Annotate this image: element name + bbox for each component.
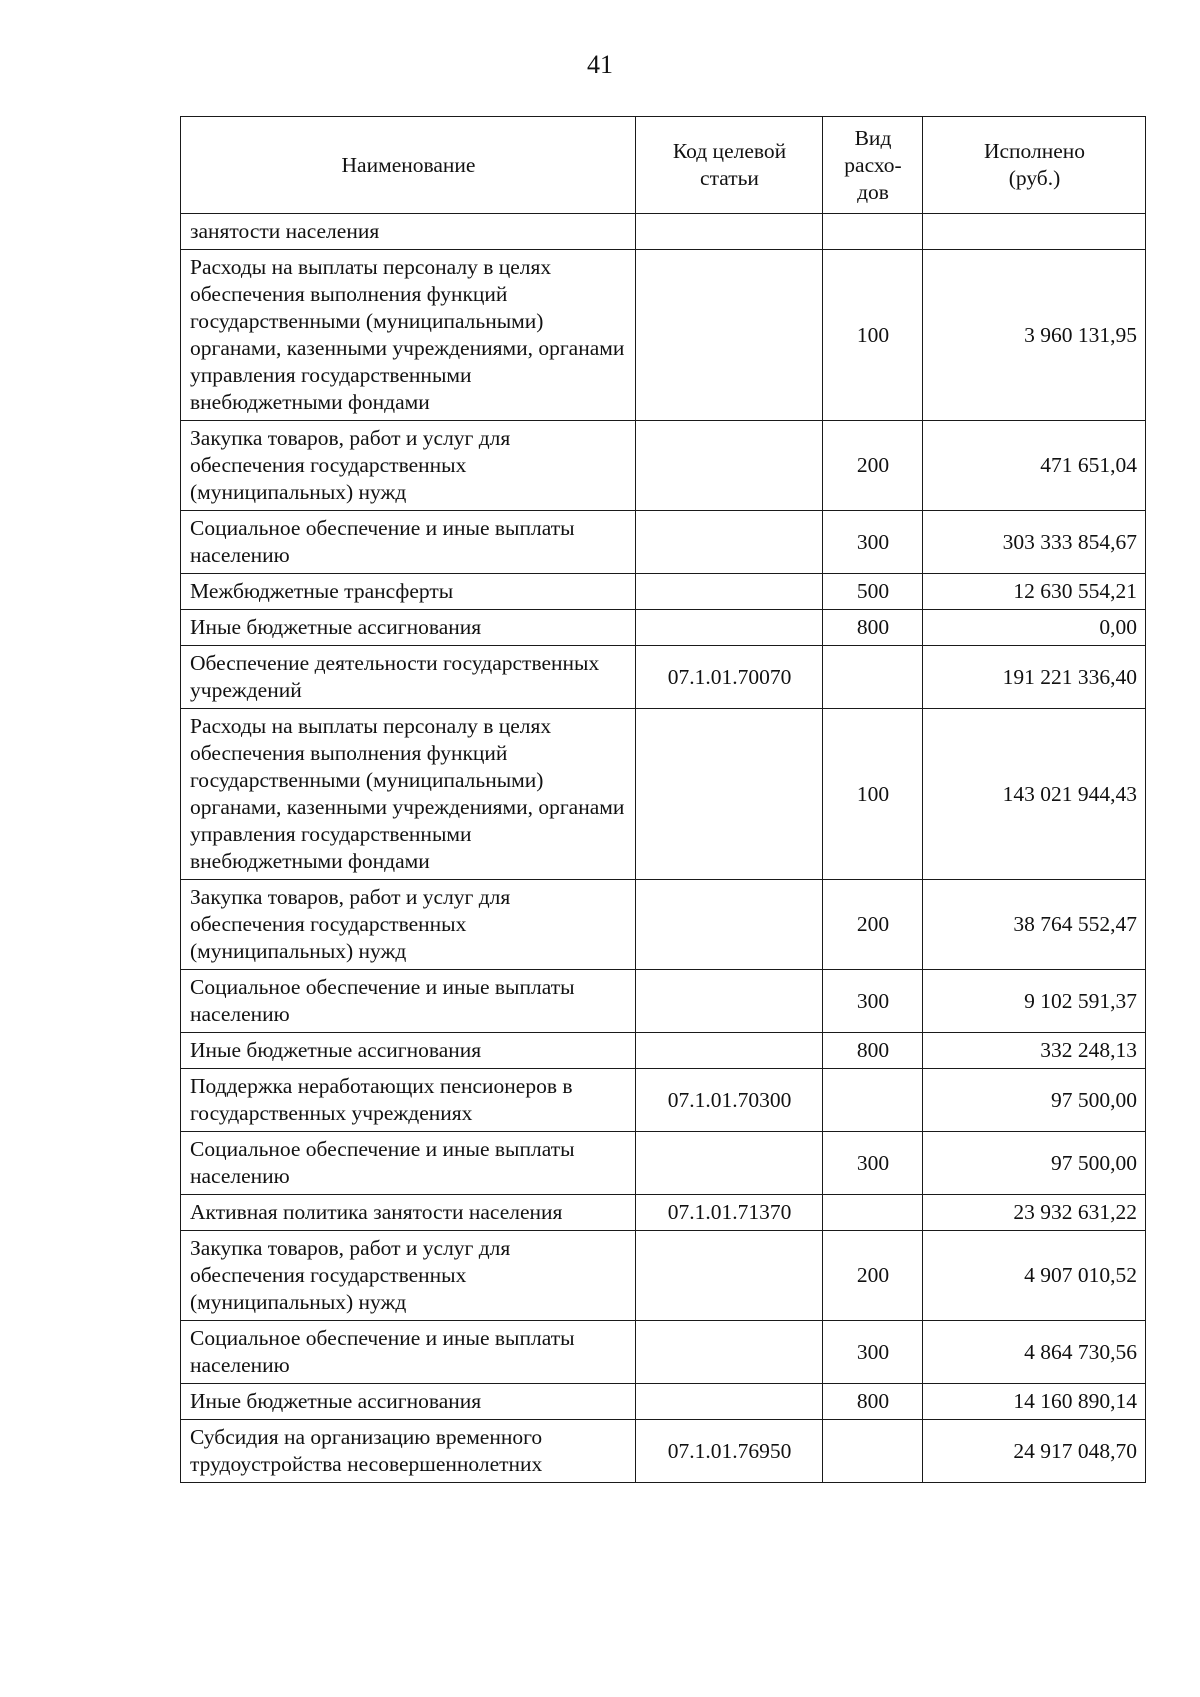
- table-row: [181, 970, 1146, 1033]
- cell-amount: 9 102 591,37: [923, 970, 1146, 1033]
- table-row: [181, 574, 1146, 610]
- table-row: [181, 1033, 1146, 1069]
- cell-type: 200: [823, 421, 923, 511]
- cell-amount: 191 221 336,40: [923, 646, 1146, 709]
- header-amount: [923, 117, 1146, 214]
- budget-table: [180, 116, 1146, 1483]
- cell-type: 800: [823, 610, 923, 646]
- header-name-label: Наименование: [341, 152, 476, 177]
- cell-type: 300: [823, 1321, 923, 1384]
- cell-name: Социальное обеспечение и иные выплаты населению: [181, 1132, 636, 1195]
- header-amount-line2: (руб.): [1008, 166, 1061, 190]
- cell-code: [636, 1132, 823, 1195]
- cell-name: Закупка товаров, работ и услуг для обеспечения государственных (муниципальных) нужд: [181, 421, 636, 511]
- cell-code: 07.1.01.70070: [636, 646, 823, 709]
- header-type-line2: расхо-: [844, 152, 902, 177]
- cell-name: Закупка товаров, работ и услуг для обеспечения государственных (муниципальных) нужд: [181, 880, 636, 970]
- cell-name: Иные бюджетные ассигнования: [181, 610, 636, 646]
- cell-amount: 3 960 131,95: [923, 250, 1146, 421]
- cell-code: [636, 709, 823, 880]
- table-row: [181, 421, 1146, 511]
- table-row: [181, 610, 1146, 646]
- cell-name: Социальное обеспечение и иные выплаты населению: [181, 511, 636, 574]
- page-number: 41: [587, 50, 613, 79]
- table-row: [181, 250, 1146, 421]
- cell-type: 800: [823, 1033, 923, 1069]
- cell-name: Межбюджетные трансферты: [181, 574, 636, 610]
- table-row: [181, 880, 1146, 970]
- cell-name: Социальное обеспечение и иные выплаты населению: [181, 970, 636, 1033]
- cell-type: 500: [823, 574, 923, 610]
- cell-name: Расходы на выплаты персоналу в целях обеспечения выполнения функций государственными (муниципальными) органами, казенными учреждениями, органами управления государственными внебюджетными фондами: [181, 250, 636, 421]
- cell-amount: 471 651,04: [923, 421, 1146, 511]
- cell-code: [636, 610, 823, 646]
- cell-code: [636, 214, 823, 250]
- table-row: [181, 511, 1146, 574]
- cell-type: 100: [823, 250, 923, 421]
- header-code-line2: статьи: [700, 166, 759, 190]
- cell-type: [823, 1069, 923, 1132]
- cell-code: [636, 1384, 823, 1420]
- table-row: [181, 646, 1146, 709]
- cell-amount: 0,00: [923, 610, 1146, 646]
- cell-name: Активная политика занятости населения: [181, 1195, 636, 1231]
- cell-amount: 4 864 730,56: [923, 1321, 1146, 1384]
- table-row: [181, 1231, 1146, 1321]
- cell-type: 800: [823, 1384, 923, 1420]
- table-row: [181, 1132, 1146, 1195]
- cell-name: Социальное обеспечение и иные выплаты населению: [181, 1321, 636, 1384]
- cell-amount: 12 630 554,21: [923, 574, 1146, 610]
- cell-code: 07.1.01.76950: [636, 1420, 823, 1483]
- cell-amount: [923, 214, 1146, 250]
- cell-type: [823, 646, 923, 709]
- cell-amount: 23 932 631,22: [923, 1195, 1146, 1231]
- table-body: [181, 214, 1146, 1483]
- cell-type: 200: [823, 1231, 923, 1321]
- cell-name: Иные бюджетные ассигнования: [181, 1384, 636, 1420]
- cell-code: [636, 574, 823, 610]
- cell-code: [636, 250, 823, 421]
- cell-type: 300: [823, 511, 923, 574]
- cell-amount: 14 160 890,14: [923, 1384, 1146, 1420]
- cell-type: 300: [823, 970, 923, 1033]
- table-row: [181, 709, 1146, 880]
- cell-code: 07.1.01.70300: [636, 1069, 823, 1132]
- cell-name: Иные бюджетные ассигнования: [181, 1033, 636, 1069]
- table-row: [181, 1420, 1146, 1483]
- header-code-line1: Код целевой: [672, 139, 787, 163]
- table-row: [181, 1069, 1146, 1132]
- cell-amount: 303 333 854,67: [923, 511, 1146, 574]
- cell-amount: 97 500,00: [923, 1069, 1146, 1132]
- table-row: [181, 1384, 1146, 1420]
- cell-type: [823, 1195, 923, 1231]
- cell-code: [636, 970, 823, 1033]
- cell-amount: 24 917 048,70: [923, 1420, 1146, 1483]
- table-row: [181, 1195, 1146, 1231]
- cell-code: 07.1.01.71370: [636, 1195, 823, 1231]
- cell-type: [823, 214, 923, 250]
- cell-code: [636, 1033, 823, 1069]
- cell-name: Закупка товаров, работ и услуг для обеспечения государственных (муниципальных) нужд: [181, 1231, 636, 1321]
- cell-name: Обеспечение деятельности государственных учреждений: [181, 646, 636, 709]
- table-row: [181, 1321, 1146, 1384]
- header-type: [823, 117, 923, 214]
- cell-name: Субсидия на организацию временного трудоустройства несовершеннолетних: [181, 1420, 636, 1483]
- cell-type: 100: [823, 709, 923, 880]
- cell-amount: 332 248,13: [923, 1033, 1146, 1069]
- header-type-line3: дов: [857, 179, 889, 204]
- cell-code: [636, 1231, 823, 1321]
- cell-type: [823, 1420, 923, 1483]
- header-type-line1: Вид: [854, 125, 892, 150]
- cell-name: занятости населения: [181, 214, 636, 250]
- header-code: [636, 117, 823, 214]
- table-row: [181, 214, 1146, 250]
- header-name: [181, 117, 636, 214]
- cell-amount: 38 764 552,47: [923, 880, 1146, 970]
- cell-name: Расходы на выплаты персоналу в целях обеспечения выполнения функций государственными (муниципальными) органами, казенными учреждениями, органами управления государственными внебюджетными фондами: [181, 709, 636, 880]
- cell-code: [636, 511, 823, 574]
- cell-type: 200: [823, 880, 923, 970]
- cell-amount: 97 500,00: [923, 1132, 1146, 1195]
- cell-code: [636, 880, 823, 970]
- cell-type: 300: [823, 1132, 923, 1195]
- cell-amount: 4 907 010,52: [923, 1231, 1146, 1321]
- cell-code: [636, 421, 823, 511]
- cell-amount: 143 021 944,43: [923, 709, 1146, 880]
- table-header-row: [181, 117, 1146, 214]
- cell-code: [636, 1321, 823, 1384]
- header-amount-line1: Исполнено: [983, 139, 1086, 163]
- cell-name: Поддержка неработающих пенсионеров в государственных учреждениях: [181, 1069, 636, 1132]
